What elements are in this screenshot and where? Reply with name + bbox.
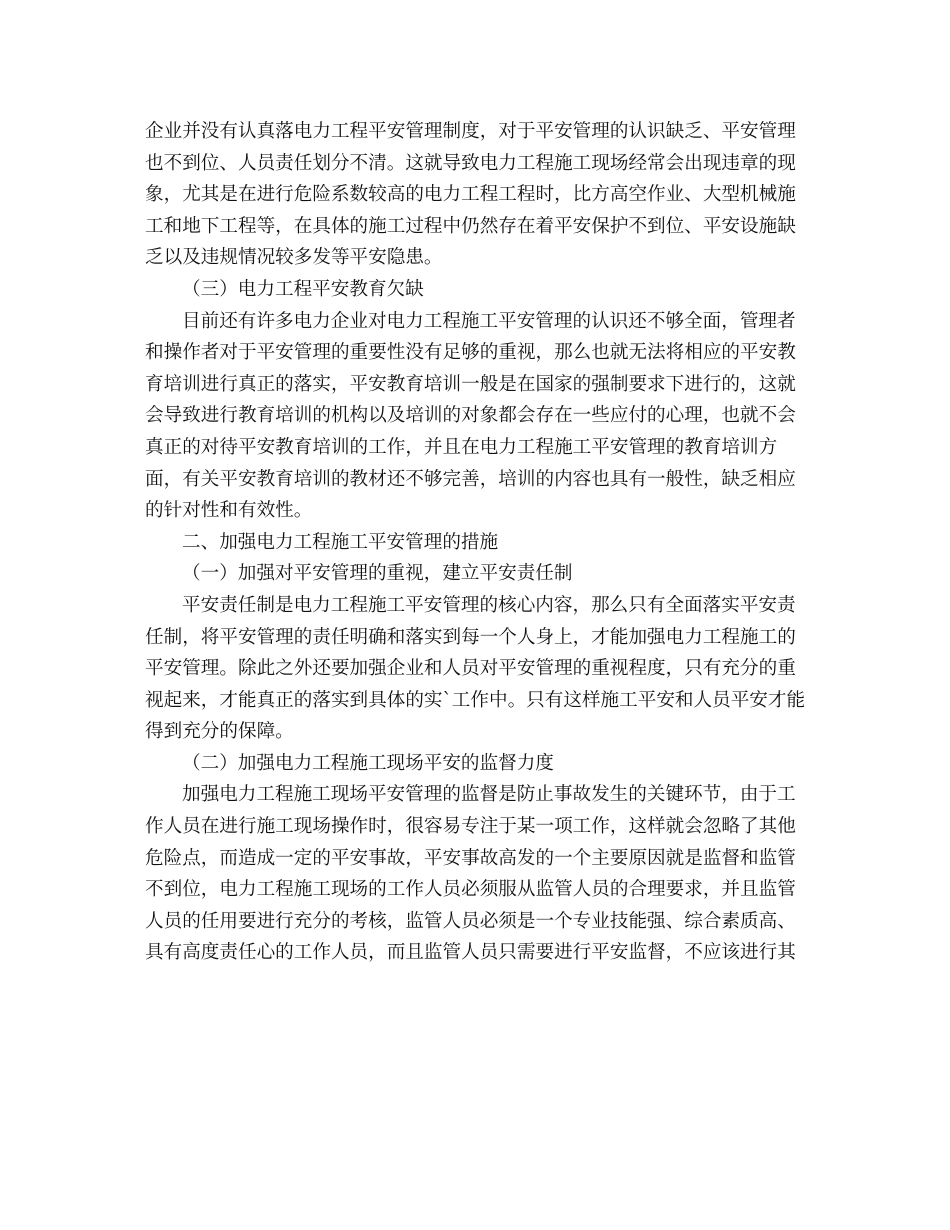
text-line: 加强电力工程施工现场平安管理的监督是防止事故发生的关键环节，由于工: [182, 784, 796, 806]
text-line: 目前还有许多电力企业对电力工程施工平安管理的认识还不够全面，管理者: [182, 310, 796, 332]
subsection-heading-responsibility: （一）加强对平安管理的重视，建立平安责任制: [182, 563, 573, 585]
text-line: 也不到位、人员责任划分不清。这就导致电力工程施工现场经常会出现违章的现: [145, 152, 796, 174]
text-line: 危险点，而造成一定的平安事故，平安事故高发的一个主要原因就是监督和监管: [145, 847, 796, 869]
text-line: 育培训进行真正的落实，平安教育培训一般是在国家的强制要求下进行的，这就: [145, 373, 796, 395]
text-line: 平安管理。除此之外还要加强企业和人员对平安管理的重视程度，只有充分的重: [145, 658, 796, 680]
paragraph-education: [145, 306, 807, 527]
subsection-heading-supervision: （二）加强电力工程施工现场平安的监督力度: [182, 752, 554, 774]
section-heading-education: （三）电力工程平安教育欠缺: [182, 278, 424, 300]
section-heading-measures: 二、加强电力工程施工平安管理的措施: [182, 531, 499, 553]
document-body: [145, 116, 807, 969]
paragraph-intro: [145, 116, 807, 274]
text-line: 具有高度责任心的工作人员，而且监管人员只需要进行平安监督，不应该进行其: [145, 942, 796, 964]
text-line: 真正的对待平安教育培训的工作，并且在电力工程施工平安管理的教育培训方: [145, 436, 778, 458]
text-line: 不到位，电力工程施工现场的工作人员必须服从监管人员的合理要求，并且监管: [145, 879, 796, 901]
text-line: 视起来，才能真正的落实到具体的实`工作中。只有这样施工平安和人员平安才能: [145, 689, 806, 711]
paragraph-supervision: [145, 779, 807, 969]
text-line: 作人员在进行施工现场操作时，很容易专注于某一项工作，这样就会忽略了其他: [145, 816, 796, 838]
text-line: 平安责任制是电力工程施工平安管理的核心内容，那么只有全面落实平安责: [182, 594, 796, 616]
text-line: 乏以及违规情况较多发等平安隐患。: [145, 247, 443, 269]
text-line: 得到充分的保障。: [145, 721, 294, 743]
text-line: 会导致进行教育培训的机构以及培训的对象都会存在一些应付的心理，也就不会: [145, 405, 796, 427]
text-line: 任制，将平安管理的责任明确和落实到每一个人身上，才能加强电力工程施工的: [145, 626, 796, 648]
text-line: 象，尤其是在进行危险系数较高的电力工程工程时，比方高空作业、大型机械施: [145, 184, 796, 206]
paragraph-responsibility: [145, 590, 807, 748]
text-line: 工和地下工程等，在具体的施工过程中仍然存在着平安保护不到位、平安设施缺: [145, 215, 796, 237]
text-line: 企业并没有认真落电力工程平安管理制度，对于平安管理的认识缺乏、平安管理: [145, 121, 796, 142]
text-line: 面，有关平安教育培训的教材还不够完善，培训的内容也具有一般性，缺乏相应: [145, 468, 796, 490]
text-line: 和操作者对于平安管理的重要性没有足够的重视，那么也就无法将相应的平安教: [145, 342, 796, 364]
text-line: 人员的任用要进行充分的考核，监管人员必须是一个专业技能强、综合素质高、: [145, 910, 796, 932]
text-line: 的针对性和有效性。: [145, 500, 313, 522]
